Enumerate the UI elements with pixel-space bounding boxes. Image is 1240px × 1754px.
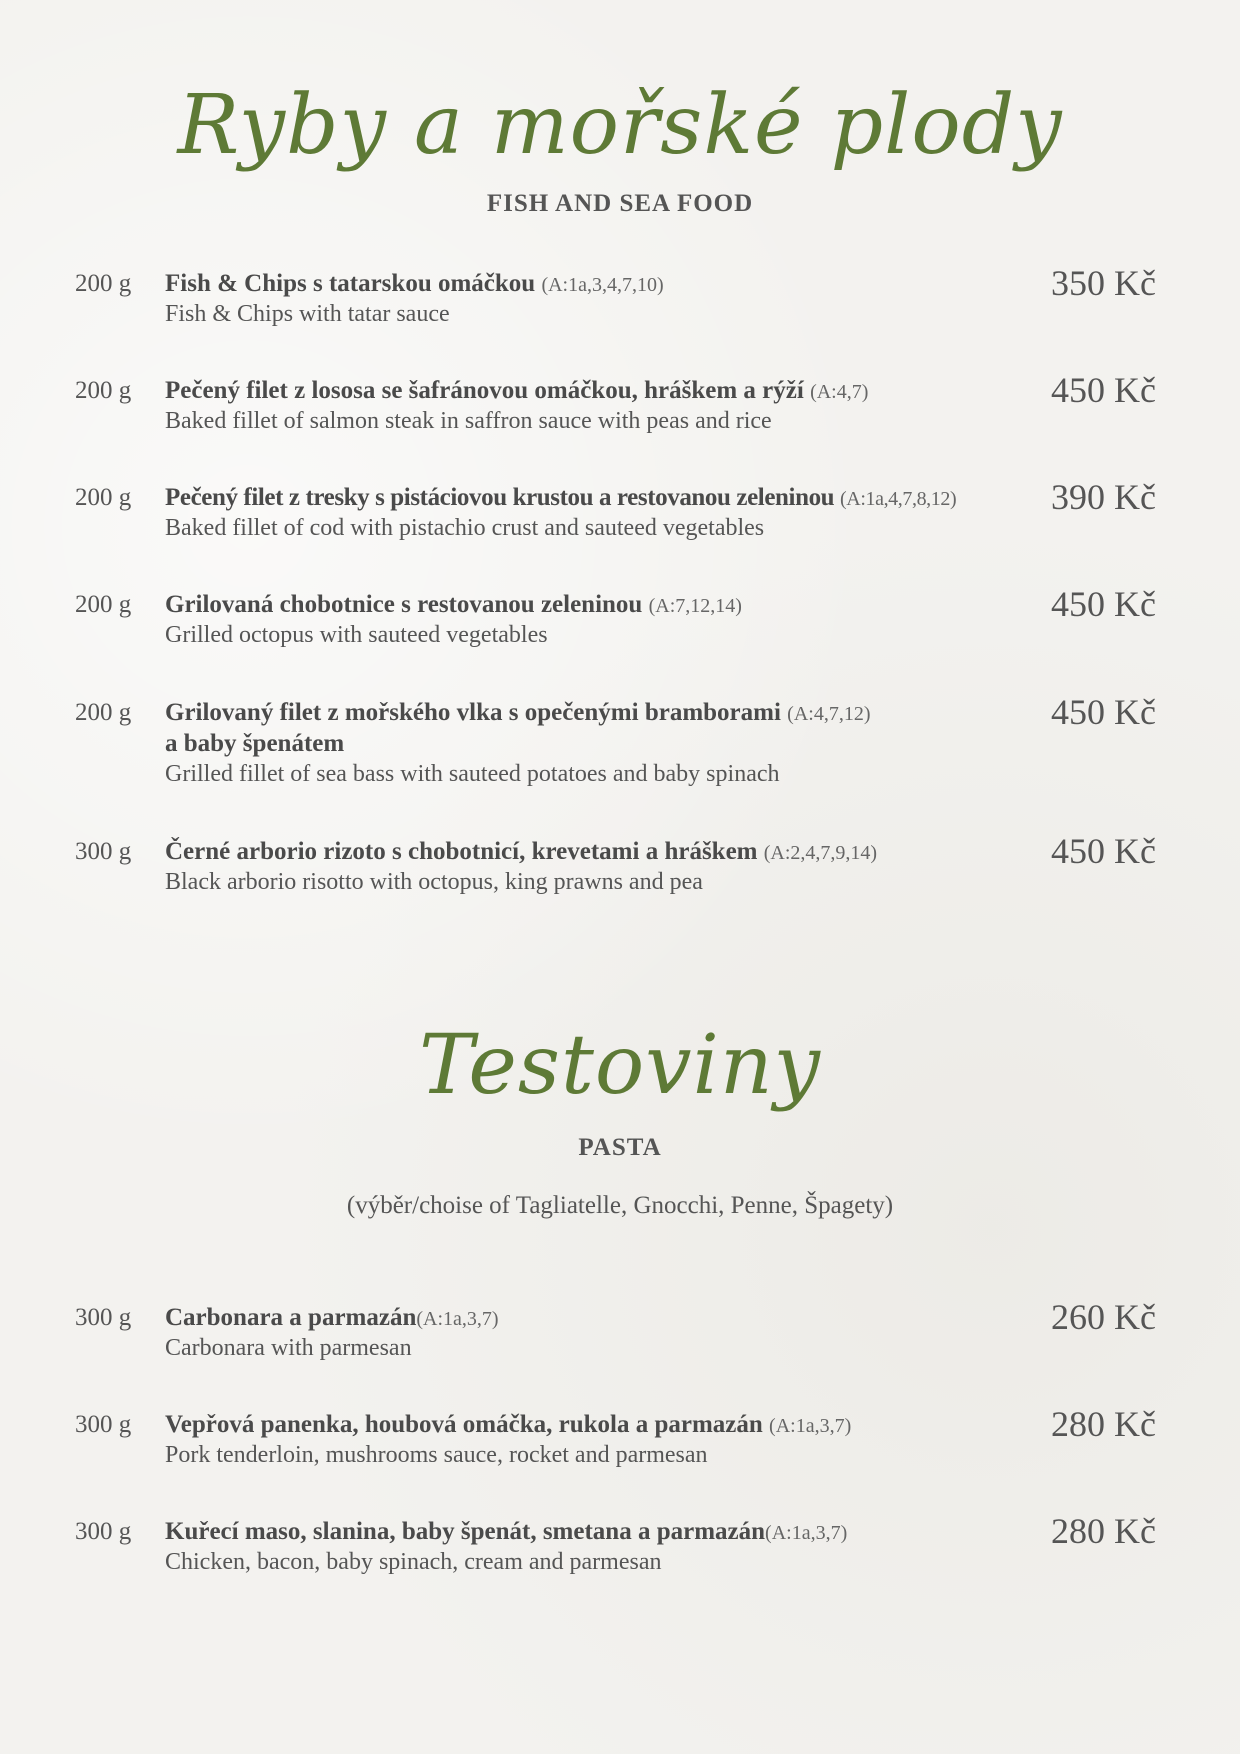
item-allergens: (A:7,12,14) [648, 595, 742, 617]
item-name: Vepřová panenka, houbová omáčka, rukola a parmazán (A:1a,3,7) [165, 1411, 852, 1438]
item-description: Fish & Chips with tatar sauce [165, 301, 450, 327]
item-name: Černé arborio rizoto s chobotnicí, krevetami a hráškem (A:2,4,7,9,14) [165, 838, 878, 865]
item-description: Grilled fillet of sea bass with sauteed potatoes and baby spinach [165, 761, 780, 787]
item-weight: 200 g [75, 484, 132, 511]
fish-section-subtitle: FISH AND SEA FOOD [486, 190, 754, 217]
item-name: Grilovaný filet z mořského vlka s opečenými bramborami (A:4,7,12) [165, 699, 871, 726]
item-name-continued: a baby špenátem [165, 730, 345, 757]
item-allergens: (A:1a,3,7) [765, 1522, 848, 1544]
item-allergens: (A:1a,4,7,8,12) [840, 488, 957, 510]
item-price: 280 Kč [1051, 1511, 1156, 1551]
item-price: 450 Kč [1051, 692, 1156, 732]
item-description: Baked fillet of cod with pistachio crust and sauteed vegetables [165, 515, 765, 541]
item-weight: 200 g [75, 699, 132, 726]
item-allergens: (A:2,4,7,9,14) [763, 842, 878, 864]
item-name: Grilovaná chobotnice s restovanou zeleninou (A:7,12,14) [165, 591, 742, 618]
item-weight: 200 g [75, 270, 132, 297]
item-weight: 300 g [75, 838, 132, 865]
item-price: 260 Kč [1051, 1297, 1156, 1337]
item-price: 450 Kč [1051, 584, 1156, 624]
item-name: Pečený filet z lososa se šafránovou omáčkou, hráškem a rýží (A:4,7) [165, 377, 869, 404]
pasta-section-title: Testoviny [419, 1018, 821, 1113]
item-weight: 200 g [75, 377, 132, 404]
item-price: 280 Kč [1051, 1404, 1156, 1444]
item-weight: 300 g [75, 1518, 132, 1545]
item-name: Pečený filet z tresky s pistáciovou krustou a restovanou zeleninou (A:1a,4,7,8,12) [165, 484, 957, 511]
item-description: Grilled octopus with sauteed vegetables [165, 622, 548, 648]
item-name: Kuřecí maso, slanina, baby špenát, smetana a parmazán(A:1a,3,7) [165, 1518, 848, 1545]
item-allergens: (A:4,7,12) [787, 703, 871, 725]
fish-section-title: Ryby a mořské plody [177, 78, 1063, 173]
item-allergens: (A:1a,3,7) [769, 1415, 852, 1437]
item-description: Baked fillet of salmon steak in saffron sauce with peas and rice [165, 408, 772, 434]
item-description: Black arborio risotto with octopus, king prawns and pea [165, 869, 703, 895]
item-price: 450 Kč [1051, 370, 1156, 410]
item-allergens: (A:1a,3,4,7,10) [541, 274, 664, 296]
item-name: Carbonara a parmazán(A:1a,3,7) [165, 1304, 499, 1331]
item-price: 350 Kč [1051, 263, 1156, 303]
item-description: Pork tenderloin, mushrooms sauce, rocket and parmesan [165, 1442, 708, 1468]
item-description: Carbonara with parmesan [165, 1335, 412, 1361]
item-name: Fish & Chips s tatarskou omáčkou (A:1a,3,4,7,10) [165, 270, 664, 297]
item-price: 450 Kč [1051, 831, 1156, 871]
item-allergens: (A:4,7) [810, 381, 869, 403]
item-description: Chicken, bacon, baby spinach, cream and parmesan [165, 1549, 662, 1575]
item-price: 390 Kč [1051, 477, 1156, 517]
pasta-choice-note: (výběr/choise of Tagliatelle, Gnocchi, Penne, Špagety) [346, 1192, 894, 1219]
item-weight: 200 g [75, 591, 132, 618]
item-weight: 300 g [75, 1304, 132, 1331]
item-allergens: (A:1a,3,7) [416, 1308, 499, 1330]
pasta-section-subtitle: PASTA [578, 1134, 662, 1161]
item-weight: 300 g [75, 1411, 132, 1438]
